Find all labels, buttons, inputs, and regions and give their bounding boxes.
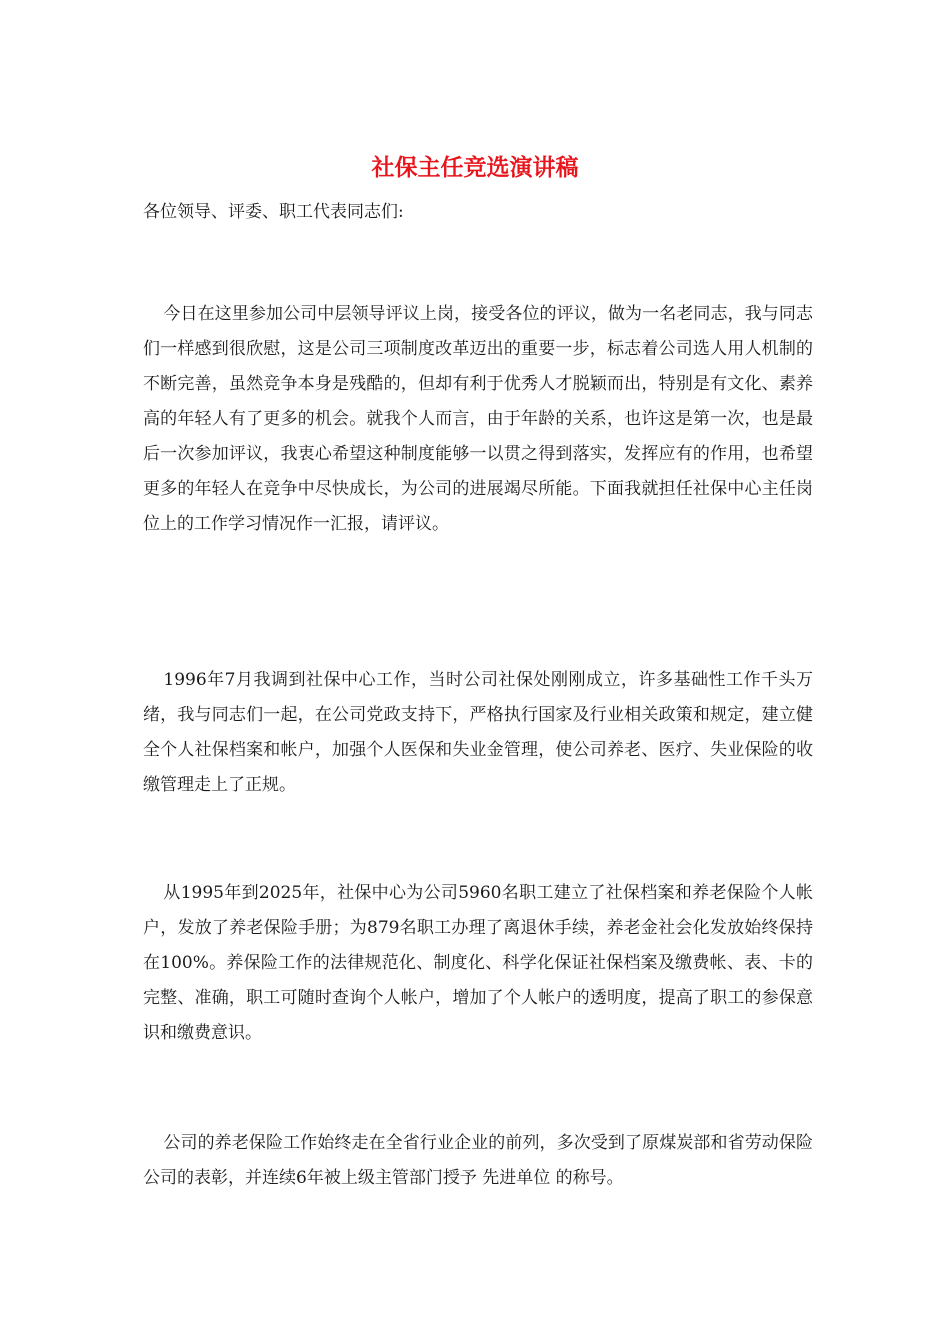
paragraph-honors: 公司的养老保险工作始终走在全省行业企业的前列，多次受到了原煤炭部和省劳动保险公司的表彰，并连续6年被上级主管部门授予 先进单位 的称号。 <box>143 1133 813 1188</box>
document-title: 社保主任竞选演讲稿 <box>371 154 579 181</box>
paragraph-work-history: 1996年7月我调到社保中心工作，当时公司社保处刚刚成立，许多基础性工作千头万绪，我与同志们一起，在公司党政支持下，严格执行国家及行业相关政策和规定，建立健全个人社保档案和帐户，加强个人医保和失业金管理，使公司养老、医疗、失业保险的收缴管理走上了正规。 <box>143 670 813 795</box>
paragraph-achievements: 从1995年到2025年，社保中心为公司5960名职工建立了社保档案和养老保险个人帐户，发放了养老保险手册；为879名职工办理了离退休手续，养老金社会化发放始终保持在100%。养保险工作的法律规范化、制度化、科学化保证社保档案及缴费帐、表、卡的完整、准确，职工可随时查询个人帐户，增加了个人帐户的透明度，提高了职工的参保意识和缴费意识。 <box>143 883 813 1043</box>
salutation: 各位领导、评委、职工代表同志们: <box>143 202 404 222</box>
paragraph-opening: 今日在这里参加公司中层领导评议上岗，接受各位的评议，做为一名老同志，我与同志们一样感到很欣慰，这是公司三项制度改革迈出的重要一步，标志着公司选人用人机制的不断完善，虽然竞争本身是残酷的，但却有利于优秀人才脱颖而出，特别是有文化、素养高的年轻人有了更多的机会。就我个人而言，由于年龄的关系，也许这是第一次，也是最后一次参加评议，我衷心希望这种制度能够一以贯之得到落实，发挥应有的作用，也希望更多的年轻人在竞争中尽快成长，为公司的进展竭尽所能。下面我就担任社保中心主任岗位上的工作学习情况作一汇报，请评议。 <box>143 304 813 534</box>
